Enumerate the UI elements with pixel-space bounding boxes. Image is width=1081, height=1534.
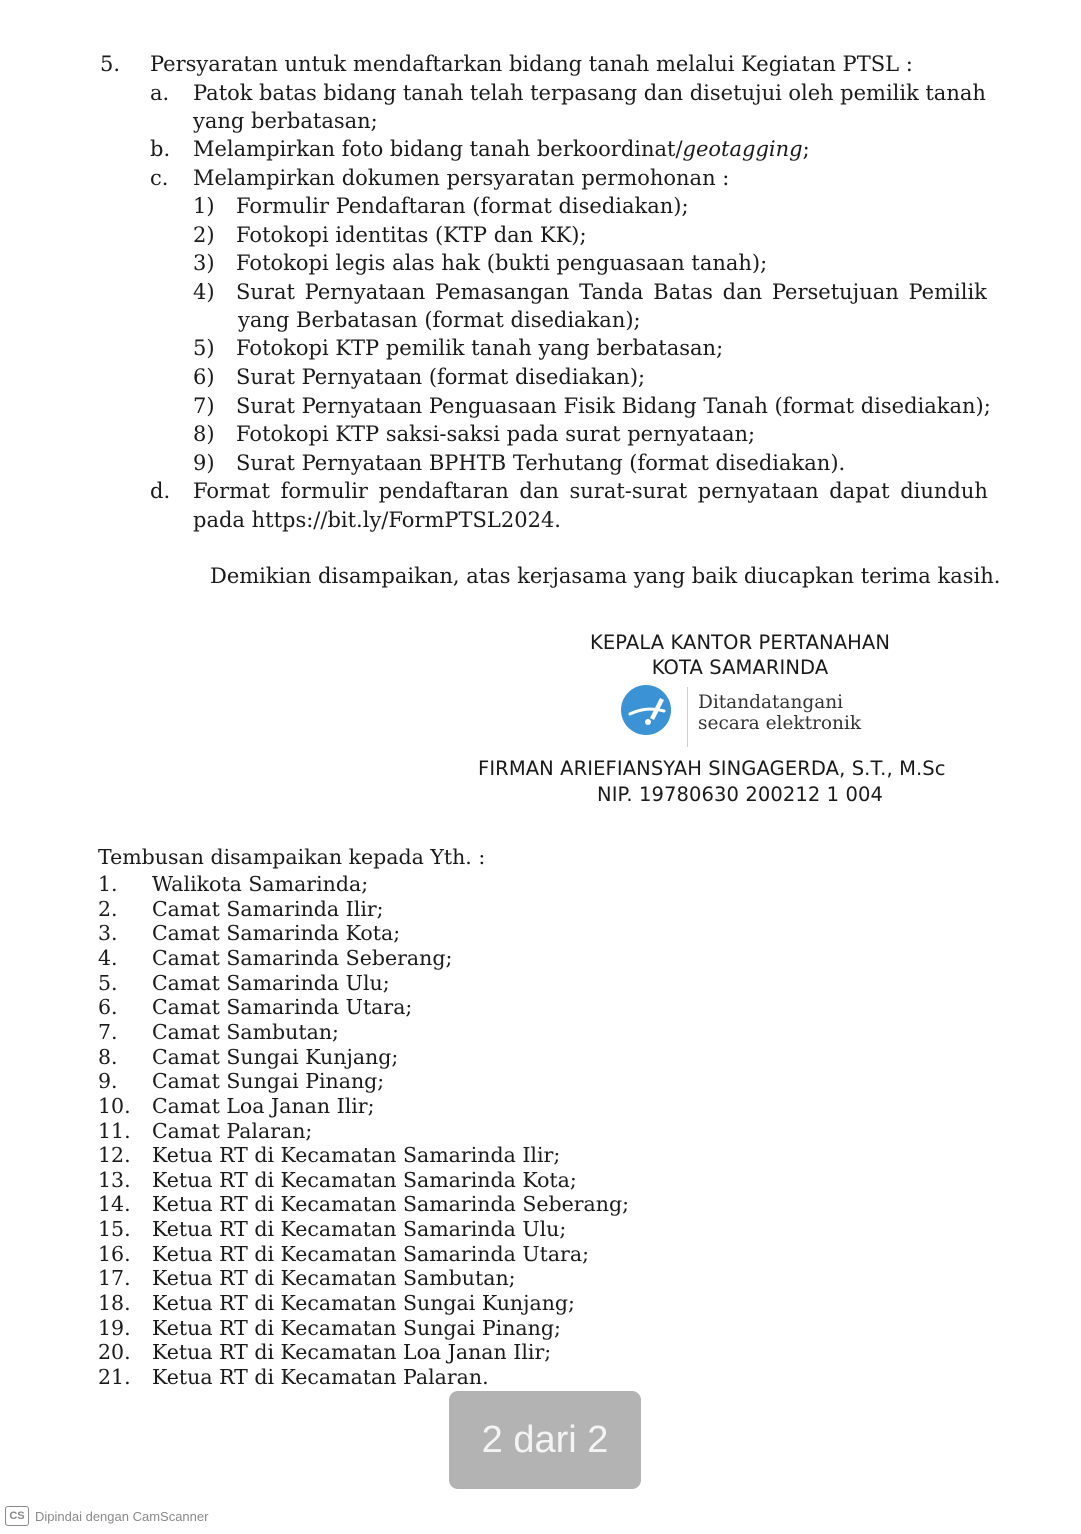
word: terpasang [530,81,638,105]
word: Pernyataan [304,280,426,304]
item-b-text [193,136,810,162]
word: telah [469,81,524,105]
word: tanah [925,81,986,105]
word: Pemasangan [434,280,570,304]
cc-item-text: Camat Loa Janan Ilir; [152,1093,375,1118]
item-c-label: c. [150,166,169,190]
word: oleh [788,81,834,105]
e-signature-line2: secara elektronik [698,713,862,734]
item-b-italic: geotagging [682,137,803,161]
word: pernyataan [697,479,819,503]
e-signature-logo-icon [620,684,672,736]
word: Patok [193,81,253,105]
item-d-label: d. [150,479,171,503]
camscanner-text: Dipindai dengan CamScanner [35,1508,209,1524]
word: Format [193,479,270,503]
cc-item-text: Camat Samarinda Ilir; [152,896,384,921]
cc-list-item [98,1069,384,1093]
word: formulir [280,479,368,503]
cc-item-number: 12. [98,1143,131,1168]
sub-item-num: 1) [193,194,215,218]
sub-item-num: 4) [193,280,215,304]
word: dan [722,280,763,304]
item-d-line2: pada https://bit.ly/FormPTSL2024. [193,508,561,532]
cc-list-item [98,1020,339,1044]
word: diunduh [900,479,988,503]
word: bidang [323,81,397,105]
word: batas [259,81,317,105]
cc-item-number: 8. [98,1044,118,1069]
cc-item-text: Camat Samarinda Utara; [152,995,413,1020]
item-b-label: b. [150,137,171,161]
cc-item-number: 21. [98,1365,131,1389]
page-indicator: 2 dari 2 [449,1391,641,1489]
word: Persetujuan [771,280,899,304]
sub-item-text: Fotokopi KTP saksi-saksi pada surat pernyataan; [236,422,756,446]
cc-list-item [98,1340,551,1364]
e-signature-divider [687,687,688,747]
cc-item-text: Ketua RT di Kecamatan Samarinda Utara; [152,1241,589,1266]
sub-item-num: 7) [193,394,215,418]
cc-list-item [98,921,400,945]
cc-list-item [98,995,412,1019]
item-c-text: Melampirkan dokumen persyaratan permohonan : [193,166,730,190]
cc-item-text: Camat Palaran; [152,1118,313,1143]
sub-item-text: Surat Pernyataan BPHTB Terhutang (format disediakan). [236,451,846,475]
sub-item-text: Surat Pernyataan (format disediakan); [236,365,646,389]
word: Batas [653,280,713,304]
cc-list-item [98,1045,398,1069]
cc-list-item [98,1192,629,1216]
cc-list-item [98,897,384,921]
word: pemilik [840,81,919,105]
cc-item-number: 18. [98,1291,131,1316]
cc-item-text: Ketua RT di Kecamatan Loa Janan Ilir; [152,1340,552,1365]
cc-item-number: 17. [98,1266,131,1291]
sub-item-4-line1 [236,279,987,305]
word: tanah [402,81,464,105]
signature-title-line2: KOTA SAMARINDA [651,656,829,679]
cc-list-item [98,1094,375,1118]
cc-item-number: 6. [98,995,118,1020]
sub-item-4-line2: yang Berbatasan (format disediakan); [238,308,641,332]
item-a-line1 [193,80,986,106]
cc-list-item [98,1291,575,1315]
cc-list-item [98,1217,566,1241]
cc-item-text: Ketua RT di Kecamatan Samarinda Ilir; [152,1143,561,1168]
cc-item-number: 1. [98,872,118,896]
cc-item-text: Walikota Samarinda; [152,872,369,896]
cc-list-item [98,1119,312,1143]
sub-item-text: Surat Pernyataan Penguasaan Fisik Bidang Tanah (format disediakan); [236,394,991,418]
cc-list-item [98,1242,589,1266]
word: pendaftaran [378,479,509,503]
cc-item-number: 19. [98,1315,131,1340]
section-number: 5. [100,52,121,76]
cc-item-number: 5. [98,970,118,995]
cc-list-item [98,1316,561,1340]
cc-item-number: 11. [98,1118,131,1143]
section-heading: Persyaratan untuk mendaftarkan bidang tanah melalui Kegiatan PTSL : [150,52,913,76]
sub-item-text: Fotokopi KTP pemilik tanah yang berbatasan; [236,336,724,360]
cc-item-number: 7. [98,1019,118,1044]
cc-item-number: 9. [98,1069,118,1094]
cc-item-text: Ketua RT di Kecamatan Samarinda Ulu; [152,1217,567,1242]
sub-item-num: 8) [193,422,215,446]
word: surat-surat [569,479,688,503]
camscanner-watermark [5,1505,208,1527]
cc-item-text: Ketua RT di Kecamatan Palaran. [152,1365,489,1389]
sub-item-text: Fotokopi identitas (KTP dan KK); [236,223,587,247]
cc-list-item [98,971,390,995]
signatory-nip: NIP. 19780630 200212 1 004 [597,783,883,806]
item-a-line2: yang berbatasan; [193,109,378,133]
signatory-name: FIRMAN ARIEFIANSYAH SINGAGERDA, S.T., M.Sc [478,757,946,780]
e-signature-line1: Ditandatangani [698,692,844,713]
cc-item-text: Camat Sungai Kunjang; [152,1044,399,1069]
cc-list-item [98,1365,489,1389]
camscanner-logo-icon: CS [5,1506,29,1526]
word: Pemilik [908,280,987,304]
word: disetujui [689,81,782,105]
cc-list-item [98,872,368,896]
word: Surat [236,280,295,304]
sub-item-num: 6) [193,365,215,389]
cc-item-number: 10. [98,1093,131,1118]
sub-item-num: 3) [193,251,215,275]
cc-item-number: 15. [98,1217,131,1242]
sub-item-num: 2) [193,223,215,247]
cc-item-text: Ketua RT di Kecamatan Sungai Pinang; [152,1315,561,1340]
sub-item-text: Formulir Pendaftaran (format disediakan); [236,194,689,218]
cc-item-text: Camat Sungai Pinang; [152,1069,385,1094]
cc-item-text: Camat Samarinda Kota; [152,921,401,946]
word: dan [643,81,684,105]
cc-item-text: Camat Samarinda Seberang; [152,945,453,970]
word: dan [519,479,559,503]
cc-item-text: Camat Sambutan; [152,1019,339,1044]
cc-item-number: 13. [98,1167,131,1192]
item-b-main: Melampirkan foto bidang tanah berkoordinat/ [193,137,683,161]
signature-title-line1: KEPALA KANTOR PERTANAHAN [589,631,891,654]
closing-statement: Demikian disampaikan, atas kerjasama yang baik diucapkan terima kasih. [210,564,1001,588]
cc-item-number: 2. [98,896,118,921]
cc-item-number: 4. [98,945,118,970]
sub-item-num: 9) [193,451,215,475]
item-d-line1 [193,478,988,504]
word: Tanda [579,280,644,304]
cc-list-item [98,1266,516,1290]
cc-heading: Tembusan disampaikan kepada Yth. : [98,845,486,869]
cc-list-item [98,1168,577,1192]
word: dapat [829,479,890,503]
cc-item-text: Ketua RT di Kecamatan Sambutan; [152,1266,516,1291]
cc-list-item [98,1143,560,1167]
cc-item-number: 3. [98,921,118,946]
cc-item-text: Ketua RT di Kecamatan Samarinda Seberang; [152,1192,630,1217]
cc-item-text: Camat Samarinda Ulu; [152,970,390,995]
cc-list-item [98,946,452,970]
cc-item-text: Ketua RT di Kecamatan Samarinda Kota; [152,1167,577,1192]
cc-item-text: Ketua RT di Kecamatan Sungai Kunjang; [152,1291,575,1316]
item-a-label: a. [150,81,170,105]
item-b-suffix: ; [802,137,810,161]
cc-item-number: 16. [98,1241,131,1266]
cc-item-number: 20. [98,1340,131,1365]
cc-item-number: 14. [98,1192,131,1217]
sub-item-num: 5) [193,336,215,360]
sub-item-text: Fotokopi legis alas hak (bukti penguasaan tanah); [236,251,768,275]
